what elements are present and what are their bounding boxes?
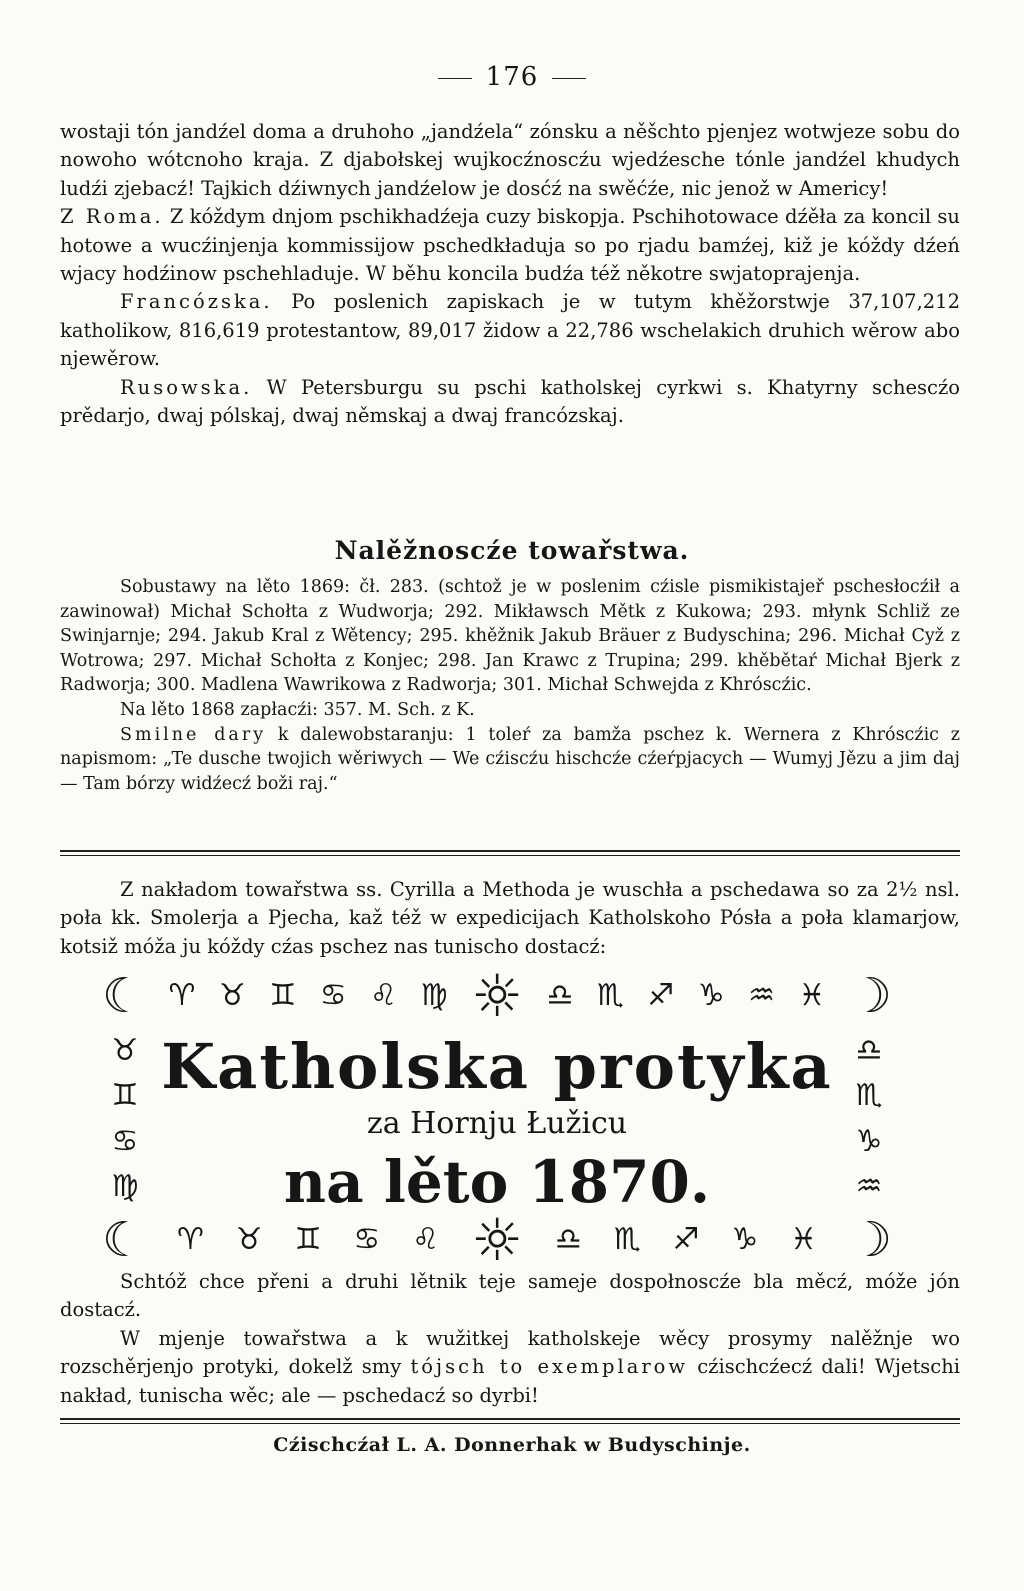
gifts-text: k dalewobstaranju: 1 toleŕ za bamža pschez k. Wernera z Khróscźic z napismom: „Te dusche twojich wěriwych — We cźiscźu hischcźe cźeŕpjacych — Wumyj Jězu a jim daj — Tam bórzy widźecź boži raj.“ xyxy=(60,724,960,794)
bull-icon: ♉ xyxy=(235,1222,263,1257)
page-number-line xyxy=(0,62,1024,92)
dash-left xyxy=(438,78,472,79)
sun-face-icon: ☼ xyxy=(471,1206,523,1274)
intro-paragraph-2 xyxy=(60,203,960,288)
society-members-paragraph: Sobustawy na lěto 1869: čł. 283. (schtož je w poslenim cźisle pismikistajeř pschesłocźił a zawinował) Michał Schołta z Wudworja; 292. Mikławsch Mětk z Kukowa; 293. młynk Schliž ze Swinjarnje; 294. Jakub Kral z Wětency; 295. khěžnik Jakub Bräuer z Budyschina; 296. Michał Cyž z Wotrowa; 297. Michał Schołta z Konjec; 298. Jan Krawc z Trupina; 299. khěbětaŕ Michał Bjerk z Radworja; 300. Madlena Wawrikowa z Radworja; 301. Michał Schwejda z Khróscźic. xyxy=(60,577,960,696)
closing-emphasis: tójsch to exemplarow xyxy=(410,1355,689,1379)
goat-icon: ♑ xyxy=(855,1123,883,1159)
bull-icon: ♉ xyxy=(218,978,246,1013)
scales-icon: ♎ xyxy=(554,1222,582,1257)
advert-section xyxy=(60,876,960,961)
crab-icon: ♋ xyxy=(353,1222,381,1257)
closing-paragraph-2 xyxy=(60,1325,960,1410)
closing-section xyxy=(60,1268,960,1410)
society-payment-paragraph: Na lěto 1868 zapłacźi: 357. M. Sch. z K. xyxy=(120,699,475,720)
virgin-icon: ♍ xyxy=(111,1169,139,1205)
fish-icon: ♓ xyxy=(798,978,826,1013)
archer-icon: ♐ xyxy=(647,978,675,1013)
scorpion-icon: ♏ xyxy=(855,1078,883,1114)
france-label: Francózska. xyxy=(120,290,273,314)
ram-icon: ♈ xyxy=(168,978,196,1013)
scales-icon: ♎ xyxy=(855,1032,883,1068)
almanac-title: Katholska protyka xyxy=(161,1030,833,1103)
intro-section xyxy=(60,118,960,430)
ram-icon: ♈ xyxy=(176,1222,204,1257)
advert-paragraph: Z nakładom towařstwa ss. Cyrilla a Methoda je wuschła a pschedawa so za 2½ nsl. poła kk. Smolerja a Pjecha, kaž též w expedicijach Katholskoho Pósła a poła klamarjow, kotsiž móža ju kóždy cźas pschez nas tunischo dostacź: xyxy=(60,878,960,958)
moon-face-icon: ☾ xyxy=(102,1212,146,1268)
twins-icon: ♊ xyxy=(269,978,297,1013)
crab-icon: ♋ xyxy=(111,1123,139,1159)
almanac-year: na lěto 1870. xyxy=(283,1148,711,1216)
printer-imprint: Cźischcźał L. A. Donnerhak w Budyschinje. xyxy=(273,1434,751,1456)
intro-paragraph-3 xyxy=(60,288,960,373)
zodiac-row-top xyxy=(102,962,892,1030)
section-rule-thin xyxy=(60,855,960,856)
society-heading: Nalěžnoscźe towařstwa. xyxy=(334,536,690,565)
scorpion-icon: ♏ xyxy=(596,978,624,1013)
waterman-icon: ♒ xyxy=(748,978,775,1013)
fish-icon: ♓ xyxy=(790,1222,818,1257)
lion-icon: ♌ xyxy=(412,1222,440,1257)
russia-text: W Petersburgu su pschi katholskej cyrkwi s. Khatyrny schescźo prědarjo, dwaj pólskaj, dwaj němskaj a dwaj francózskaj. xyxy=(60,375,960,428)
lion-icon: ♌ xyxy=(370,978,398,1013)
moon-face-icon: ☾ xyxy=(102,968,146,1024)
imprint-rule-thick xyxy=(60,1418,960,1420)
bull-icon: ♉ xyxy=(111,1032,139,1068)
closing-paragraph-1: Schtóž chce přeni a druhi lětnik teje sameje dospołnoscźe bla měcź, móže jón dostacź. xyxy=(60,1270,960,1322)
closing-text-b: cźischcźecź dali! Wjetschi nakład, tunischa wěc; ale — pschedacź so dyrbi! xyxy=(60,1355,961,1407)
almanac-subtitle: za Hornju Łužicu xyxy=(366,1106,628,1141)
rome-text: Z kóždym dnjom pschikhadźeja cuzy biskopja. Pschihotowace dźěła za koncil su hotowe a wucźinjenja kommissijow pschedkładuja so po rjadu bamźej, kiž je kóždy dźeń wjacy hodźinow pschehladuje. W běhu koncila budźa též někotre swjatoprajenja. xyxy=(60,205,960,286)
almanac-title-box xyxy=(102,962,892,1274)
closing-text-a: W mjenje towařstwa a k wužitkej katholskeje wěcy prosymy nalěžnje wo rozschěrjenjo protyki, dokelž smy xyxy=(60,1326,960,1379)
zodiac-row-bottom xyxy=(102,1206,892,1274)
scorpion-icon: ♏ xyxy=(613,1222,641,1257)
intro-paragraph-4 xyxy=(60,374,960,431)
goat-icon: ♑ xyxy=(731,1222,759,1257)
section-rule-thick xyxy=(60,850,960,852)
society-gifts-paragraph xyxy=(60,723,960,797)
archer-icon: ♐ xyxy=(672,1222,700,1257)
goat-icon: ♑ xyxy=(697,978,725,1013)
crab-icon: ♋ xyxy=(319,978,347,1013)
virgin-icon: ♍ xyxy=(420,978,448,1013)
page-number: 176 xyxy=(485,62,539,92)
intro-paragraph-1: wostaji tón jandźel doma a druhoho „jandźela“ zónsku a něšchto pjenjez wotwjeze sobu do nowoho wótcnoho kraja. Z djabołskej wujkocźnoscźu wjedźesche tónle jandźel khudych ludźi zjebacź! Tajkich dźiwnych jandźelow je dosćź na swěćźe, nic jenož w Americy! xyxy=(60,120,960,200)
twins-icon: ♊ xyxy=(294,1222,322,1257)
society-section xyxy=(60,575,960,796)
russia-label: Rusowska. xyxy=(120,375,253,399)
imprint-rule-thin xyxy=(60,1423,960,1424)
dash-right xyxy=(552,78,586,79)
waterman-icon: ♒ xyxy=(855,1169,883,1205)
moon-face-icon: ☽ xyxy=(848,968,892,1024)
gifts-label: Smilne dary xyxy=(120,724,267,745)
sun-face-icon: ☼ xyxy=(470,962,523,1030)
moon-face-icon: ☽ xyxy=(848,1212,892,1268)
twins-icon: ♊ xyxy=(111,1078,139,1114)
scales-icon: ♎ xyxy=(546,978,574,1013)
rome-label: Z Roma. xyxy=(60,205,164,229)
france-text: Po poslenich zapiskach je w tutym khěžorstwje 37,107,212 katholikow, 816,619 protestantow, 89,017 židow a 22,786 wschelakich druhich wěrow abo njewěrow. xyxy=(60,290,961,371)
